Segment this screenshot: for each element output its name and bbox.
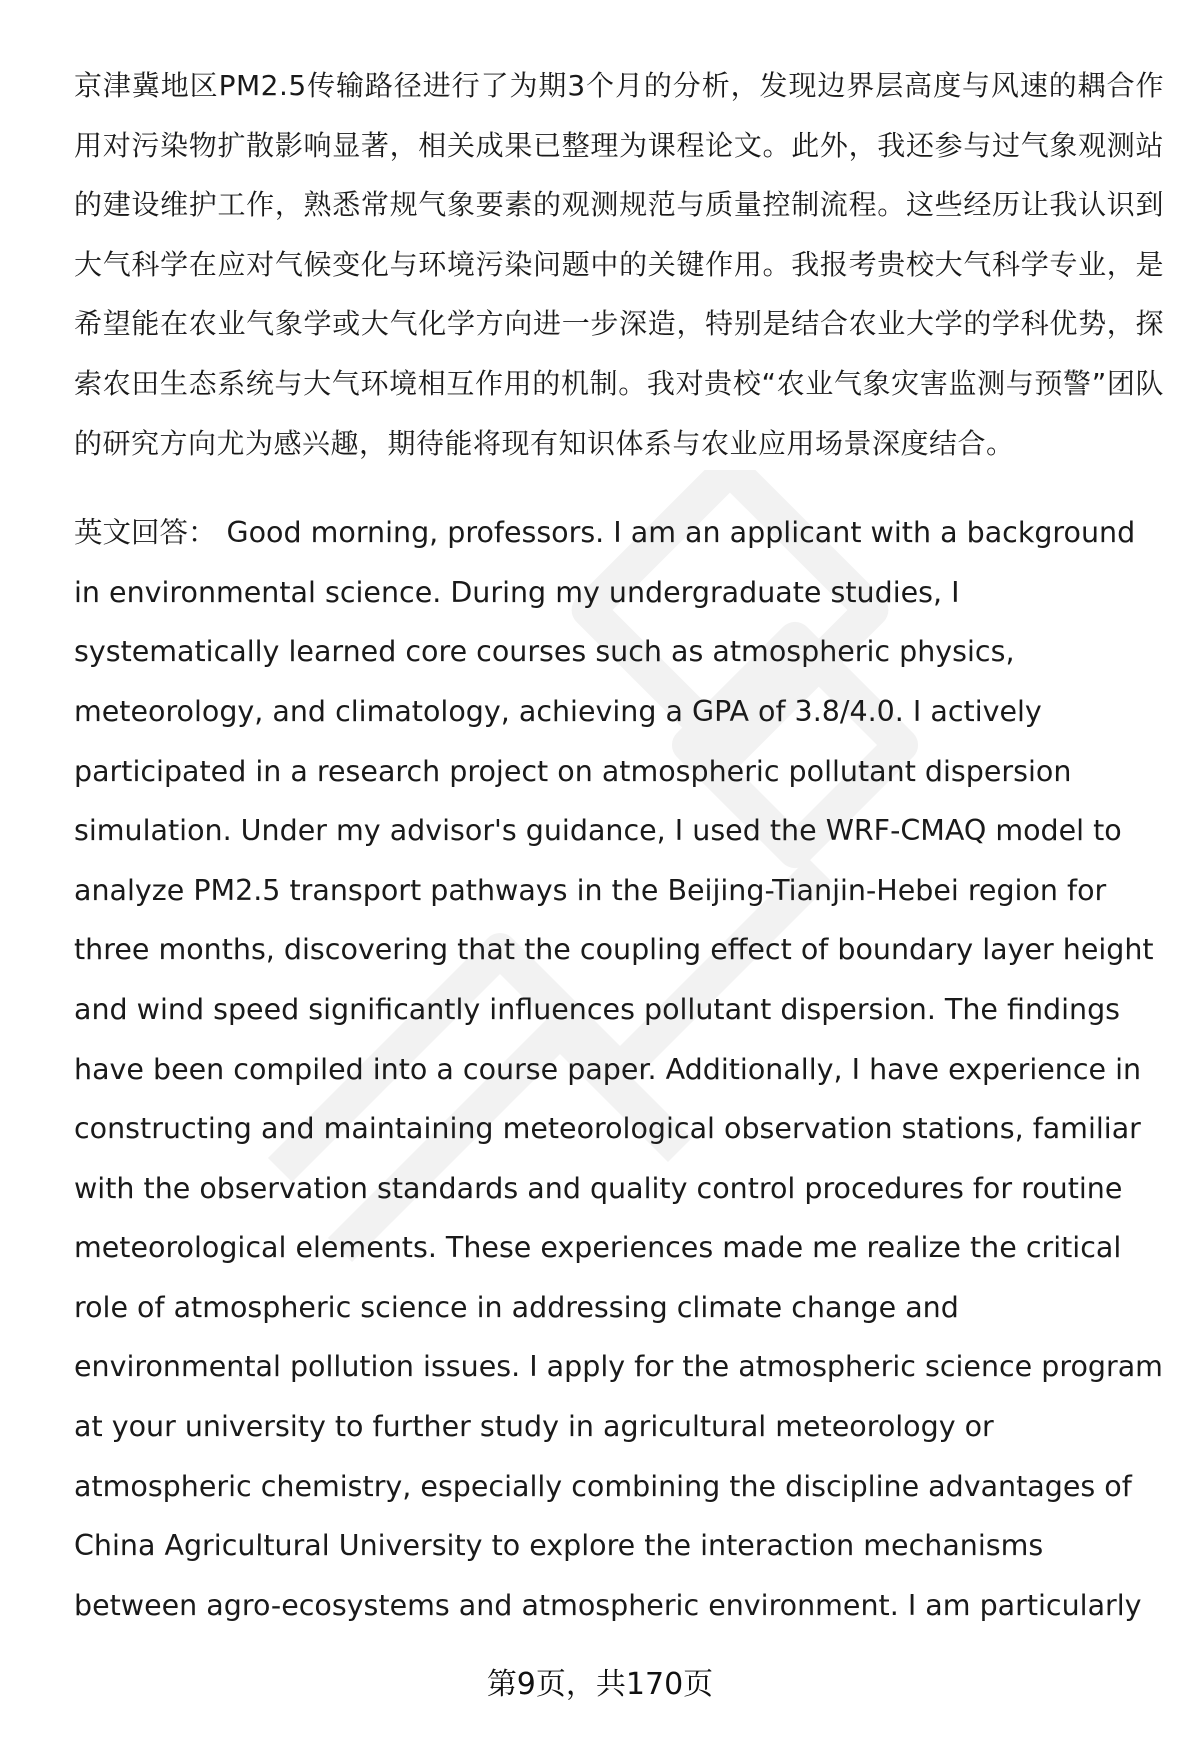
english-answer-text: Good morning, professors. I am an applicant with a background in environmental science. During my undergraduate studies, I systematically learned core courses such as atmospheric physics, meteorology, and climatology, achieving a GPA of 3.8/4.0. I actively participated in a research project on atmospheric pollutant dispersion simulation. Under my advisor's guidance, I used the WRF-CMAQ model to analyze PM2.5 transport pathways in the Beijing-Tianjin-Hebei region for three months, discovering that the coupling effect of boundary layer height and wind speed significantly influences pollutant dispersion. The findings have been compiled into a course paper. Additionally, I have experience in constructing and maintaining meteorological observation stations, familiar with the observation standards and quality control procedures for routine meteorological elements. These experiences made me realize the critical role of atmospheric science in addressing climate change and environmental pollution issues. I apply for the atmospheric science program at your university to further study in agricultural meteorology or atmospheric chemistry, especially combining the discipline advantages of China Agricultural University to explore the interaction mechanisms between agro-ecosystems and atmospheric environment. I am particularly	[74, 516, 1163, 1622]
answer-label: 英文回答：	[74, 516, 217, 550]
english-answer-paragraph	[74, 503, 1164, 1635]
document-body	[74, 56, 1164, 1635]
chinese-paragraph: 京津冀地区PM2.5传输路径进行了为期3个月的分析，发现边界层高度与风速的耦合作用对污染物扩散影响显著，相关成果已整理为课程论文。此外，我还参与过气象观测站的建设维护工作，熟悉常规气象要素的观测规范与质量控制流程。这些经历让我认识到大气科学在应对气候变化与环境污染问题中的关键作用。我报考贵校大气科学专业，是希望能在农业气象学或大气化学方向进一步深造，特别是结合农业大学的学科优势，探索农田生态系统与大气环境相互作用的机制。我对贵校“农业气象灾害监测与预警”团队的研究方向尤为感兴趣，期待能将现有知识体系与农业应用场景深度结合。	[74, 69, 1164, 460]
page-indicator: 第9页，共170页	[486, 1667, 714, 1702]
